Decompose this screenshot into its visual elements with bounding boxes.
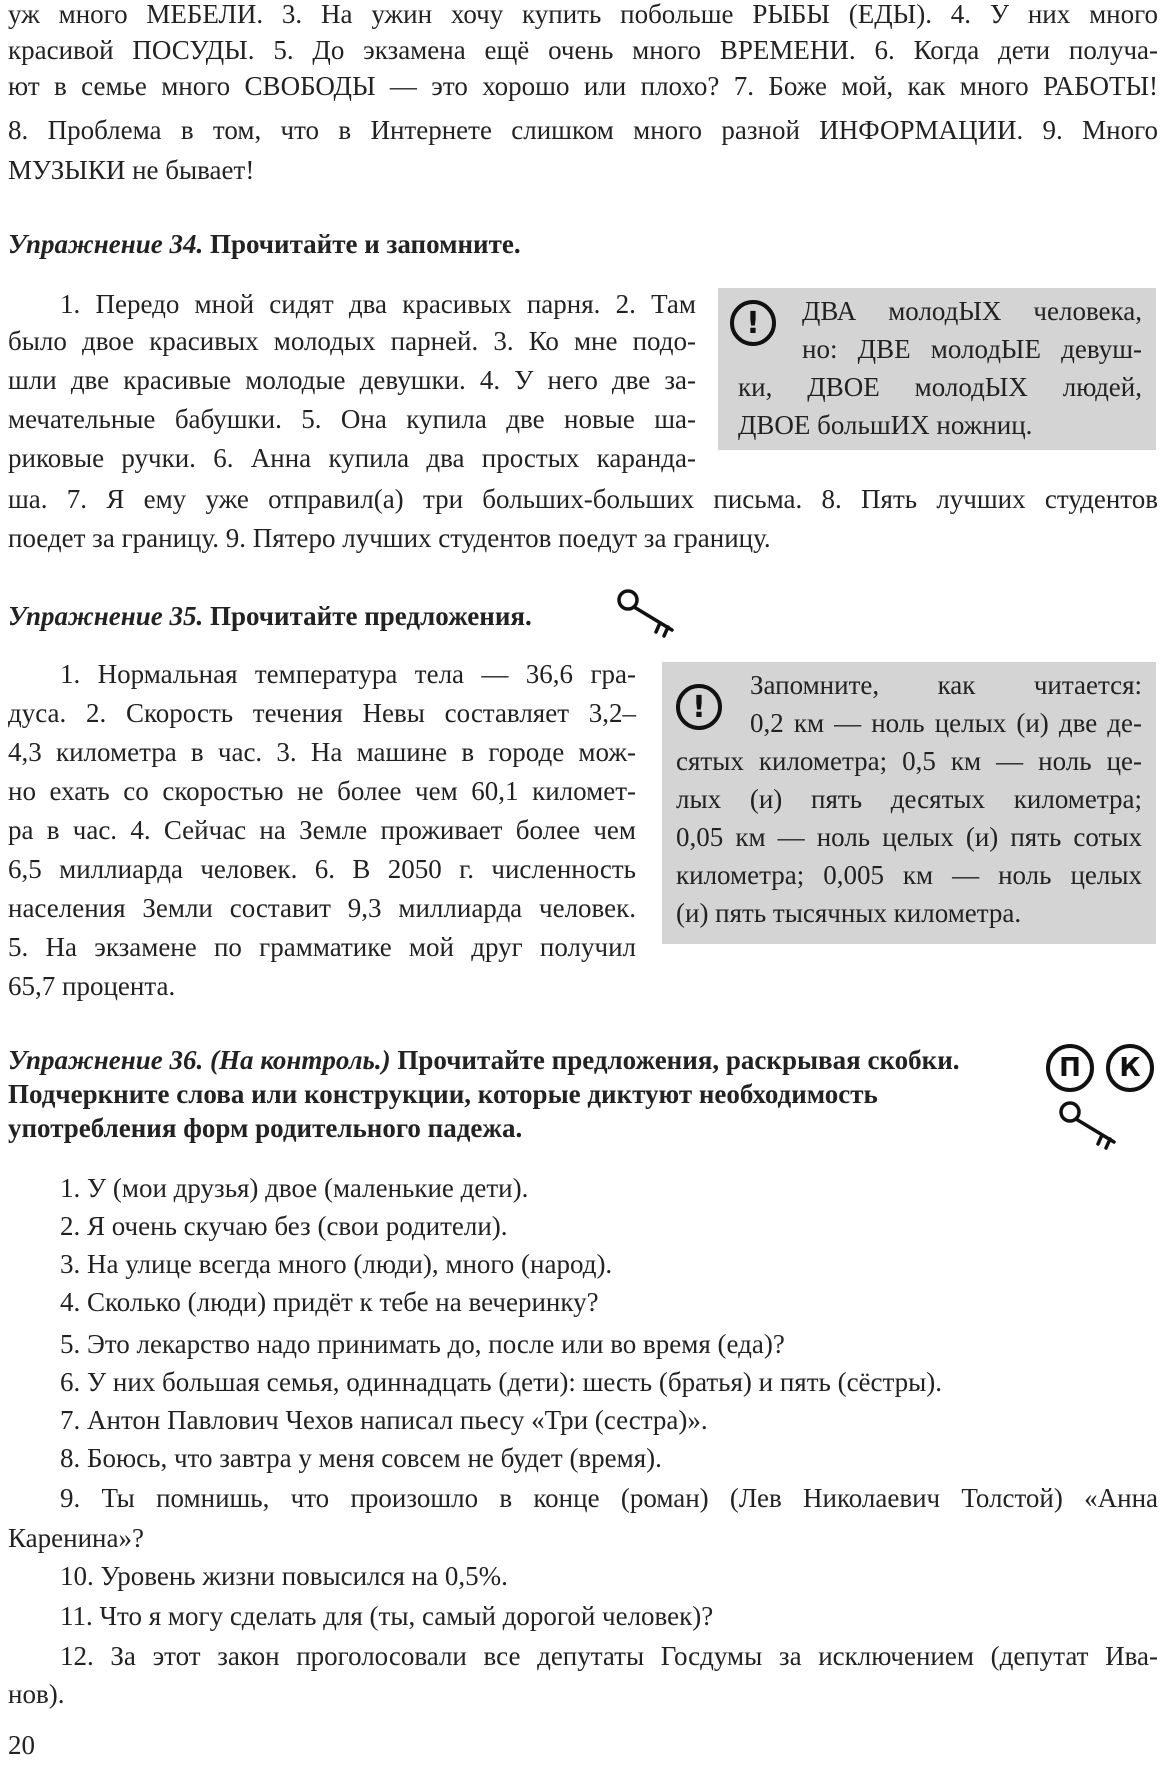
top-paragraph-line: МУЗЫКИ не бывает!	[8, 155, 255, 185]
exercise-34-line: шли две красивые молодые девушки. 4. У него две за-	[8, 365, 696, 395]
exercise-36-item: 12. За этот закон проголосовали все депутаты Госдумы за исключением (депутат Ива-	[60, 1641, 1158, 1671]
exercise-instruction: Прочитайте и запомните.	[209, 229, 521, 259]
note-line: (и) пять тысячных километра.	[676, 898, 1022, 928]
exercise-36-item: 1. У (мои друзья) двое (маленькие дети).	[60, 1173, 529, 1203]
exercise-34-line: ша. 7. Я ему уже отправил(а) три больших-больших письма. 8. Пять лучших студентов	[8, 484, 1158, 514]
exercise-36-item: 6. У них большая семья, одиннадцать (дети): шесть (братья) и пять (сёстры).	[60, 1367, 943, 1397]
exercise-36-item: 7. Антон Павлович Чехов написал пьесу «Три (сестра)».	[60, 1405, 708, 1435]
top-paragraph-line: красивой ПОСУДЫ. 5. До экзамена ещё очень много ВРЕМЕНИ. 6. Когда дети получа-	[8, 35, 1158, 65]
exercise-36-instruction-line: Подчеркните слова или конструкции, которые диктуют необходимость	[8, 1079, 878, 1109]
exercise-36-title	[8, 1042, 1038, 1078]
exercise-36-item: 11. Что я могу сделать для (ты, самый дорогой человек)?	[60, 1601, 714, 1631]
note-line: Запомните, как читается:	[750, 670, 1142, 700]
exercise-35-title	[8, 598, 532, 634]
exercise-35-note	[662, 662, 1156, 944]
note-line: ки, ДВОЕ молодЫХ людей,	[738, 372, 1142, 402]
exercise-36-item: 2. Я очень скучаю без (свои родители).	[60, 1211, 508, 1241]
key-icon	[1058, 1098, 1122, 1150]
exercise-label: Упражнение 36. (На контроль.)	[8, 1045, 391, 1075]
exercise-36-item-continuation: Каренина»?	[8, 1523, 144, 1553]
key-icon	[616, 586, 680, 638]
exercise-36-item: 5. Это лекарство надо принимать до, после или во время (еда)?	[60, 1329, 785, 1359]
badge-k-icon: К	[1106, 1044, 1154, 1092]
top-paragraph-line: 8. Проблема в том, что в Интернете слишком много разной ИНФОРМАЦИИ. 9. Много	[8, 115, 1158, 145]
exercise-36-item: 8. Боюсь, что завтра у меня совсем не будет (время).	[60, 1443, 662, 1473]
exercise-36-item: 10. Уровень жизни повысился на 0,5%.	[60, 1561, 508, 1591]
exercise-35-line: дуса. 2. Скорость течения Невы составляет 3,2–	[8, 698, 636, 728]
exercise-label: Упражнение 35.	[8, 601, 204, 631]
page-number: 20	[8, 1730, 35, 1760]
exercise-35-line: 6,5 миллиарда человек. 6. В 2050 г. численность	[8, 854, 636, 884]
exclamation-icon: !	[676, 684, 722, 730]
exercise-36-item-continuation: нов).	[8, 1679, 65, 1709]
note-line: километра; 0,005 км — ноль целых	[676, 860, 1142, 890]
note-line: лых (и) пять десятых километра;	[676, 784, 1142, 814]
note-line: 0,05 км — ноль целых (и) пять сотых	[676, 822, 1142, 852]
exercise-instruction: Прочитайте предложения.	[209, 601, 532, 631]
badge-p-icon: П	[1046, 1044, 1094, 1092]
exercise-35-line: 4,3 километра в час. 3. На машине в городе мож-	[8, 737, 636, 767]
exercise-34-title	[8, 226, 521, 262]
exercise-35-line: 5. На экзамене по грамматике мой друг получил	[8, 932, 636, 962]
note-line: ДВА молодЫХ человека,	[802, 296, 1142, 326]
note-line: 0,2 км — ноль целых (и) две де-	[750, 708, 1142, 738]
exercise-instruction: Прочитайте предложения, раскрывая скобки.	[397, 1045, 960, 1075]
exercise-35-line: 65,7 процента.	[8, 971, 176, 1001]
exercise-35-line: но ехать со скоростью не более чем 60,1 километ-	[8, 776, 636, 806]
note-line: сятых километра; 0,5 км — ноль це-	[676, 746, 1142, 776]
exercise-36-item: 4. Сколько (люди) придёт к тебе на вечеринку?	[60, 1287, 599, 1317]
exercise-36-item: 9. Ты помнишь, что произошло в конце (роман) (Лев Николаевич Толстой) «Анна	[60, 1483, 1158, 1513]
exercise-35-line: ра в час. 4. Сейчас на Земле проживает более чем	[8, 815, 636, 845]
top-paragraph-line: ют в семье много СВОБОДЫ — это хорошо или плохо? 7. Боже мой, как много РАБОТЫ!	[8, 71, 1158, 101]
note-line: но: ДВЕ молодЫЕ девуш-	[802, 334, 1142, 364]
exercise-36-instruction-line: употребления форм родительного падежа.	[8, 1113, 523, 1143]
exercise-34-line: риковые ручки. 6. Анна купила два простых каранда-	[8, 443, 696, 473]
exercise-35-line: населения Земли составит 9,3 миллиарда человек.	[8, 893, 636, 923]
exercise-35-line: 1. Нормальная температура тела — 36,6 гра-	[60, 659, 636, 689]
note-line: ДВОЕ большИХ ножниц.	[738, 410, 1033, 440]
exercise-34-line: 1. Передо мной сидят два красивых парня. 2. Там	[60, 289, 696, 319]
exercise-34-line: поедет за границу. 9. Пятеро лучших студентов поедут за границу.	[8, 523, 771, 553]
exercise-34-line: было двое красивых молодых парней. 3. Ко мне подо-	[8, 326, 696, 356]
exercise-label: Упражнение 34.	[8, 229, 204, 259]
exercise-34-line: мечательные бабушки. 5. Она купила две новые ша-	[8, 404, 696, 434]
top-paragraph-line: уж много МЕБЕЛИ. 3. На ужин хочу купить побольше РЫБЫ (ЕДЫ). 4. У них много	[8, 0, 1158, 29]
exclamation-icon: !	[730, 300, 776, 346]
exercise-36-item: 3. На улице всегда много (люди), много (народ).	[60, 1249, 613, 1279]
exercise-34-note	[718, 288, 1156, 450]
